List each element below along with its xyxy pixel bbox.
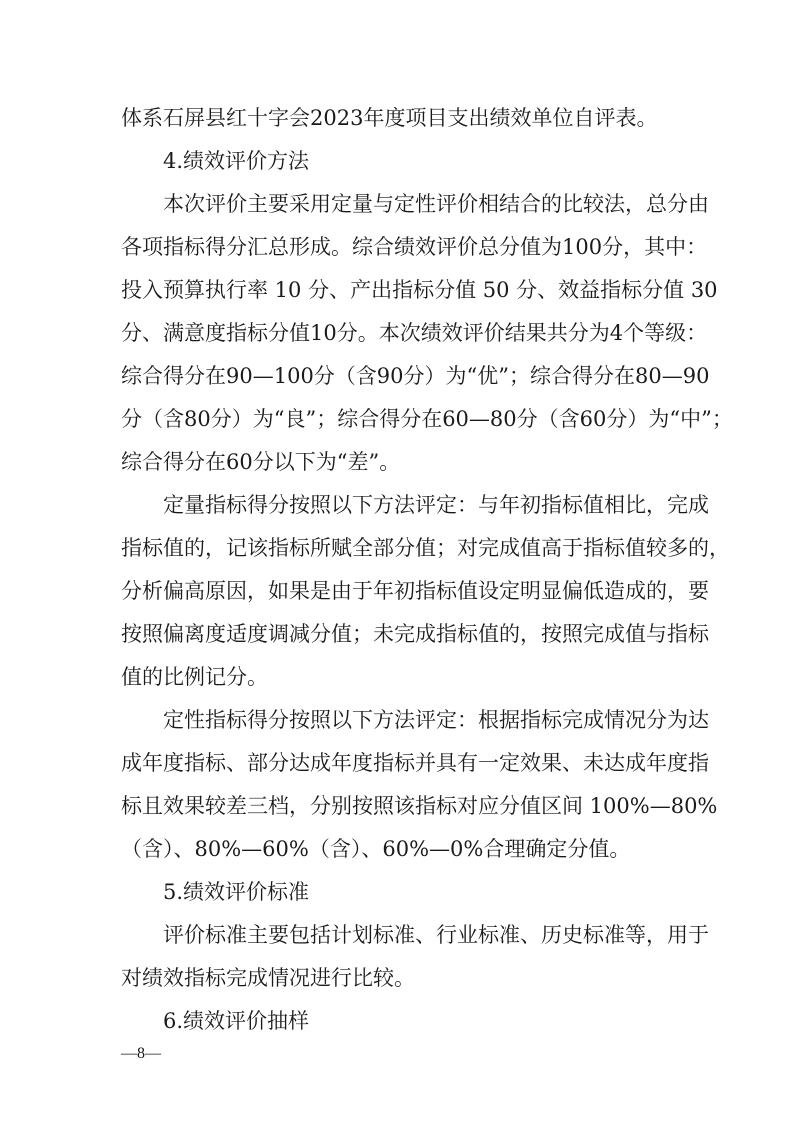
text-line: 按照偏离度适度调减分值；未完成指标值的，按照完成值与指标	[121, 622, 709, 646]
text-line: 综合得分在90—100分（含90分）为“优”；综合得分在80—90	[121, 364, 710, 388]
text-line: 对绩效指标完成情况进行比较。	[121, 966, 415, 990]
text-line: 评价标准主要包括计划标准、行业标准、历史标准等，用于	[163, 923, 709, 947]
section-heading: 5.绩效评价标准	[163, 880, 310, 904]
section-heading: 6.绩效评价抽样	[163, 1009, 310, 1033]
text-line: 指标值的，记该指标所赋全部分值；对完成值高于指标值较多的，	[121, 536, 730, 560]
text-line: 分、满意度指标分值10分。本次绩效评价结果共分为4个等级：	[121, 321, 708, 345]
text-line: 成年度指标、部分达成年度指标并具有一定效果、未达成年度指	[121, 751, 709, 775]
text-line: 标且效果较差三档，分别按照该指标对应分值区间 100%—80%	[121, 794, 718, 818]
text-line: 各项指标得分汇总形成。综合绩效评价总分值为100分，其中：	[121, 235, 708, 259]
text-line: 投入预算执行率 10 分、产出指标分值 50 分、效益指标分值 30	[121, 278, 718, 302]
text-line: 综合得分在60分以下为“差”。	[121, 450, 401, 474]
text-line: 定性指标得分按照以下方法评定：根据指标完成情况分为达	[163, 708, 709, 732]
text-line: 体系石屏县红十字会2023年度项目支出绩效单位自评表。	[121, 106, 658, 130]
text-line: 值的比例记分。	[121, 665, 268, 689]
text-line: 分析偏高原因，如果是由于年初指标值设定明显偏低造成的，要	[121, 579, 709, 603]
text-line: （含）、80%—60%（含）、60%—0%合理确定分值。	[121, 837, 631, 861]
text-line: 分（含80分）为“良”；综合得分在60—80分（含60分）为“中”；	[121, 407, 733, 431]
text-line: 定量指标得分按照以下方法评定：与年初指标值相比，完成	[163, 493, 709, 517]
text-line: 本次评价主要采用定量与定性评价相结合的比较法，总分由	[163, 192, 709, 216]
section-heading: 4.绩效评价方法	[163, 149, 310, 173]
page-number: —8—	[121, 1045, 161, 1062]
